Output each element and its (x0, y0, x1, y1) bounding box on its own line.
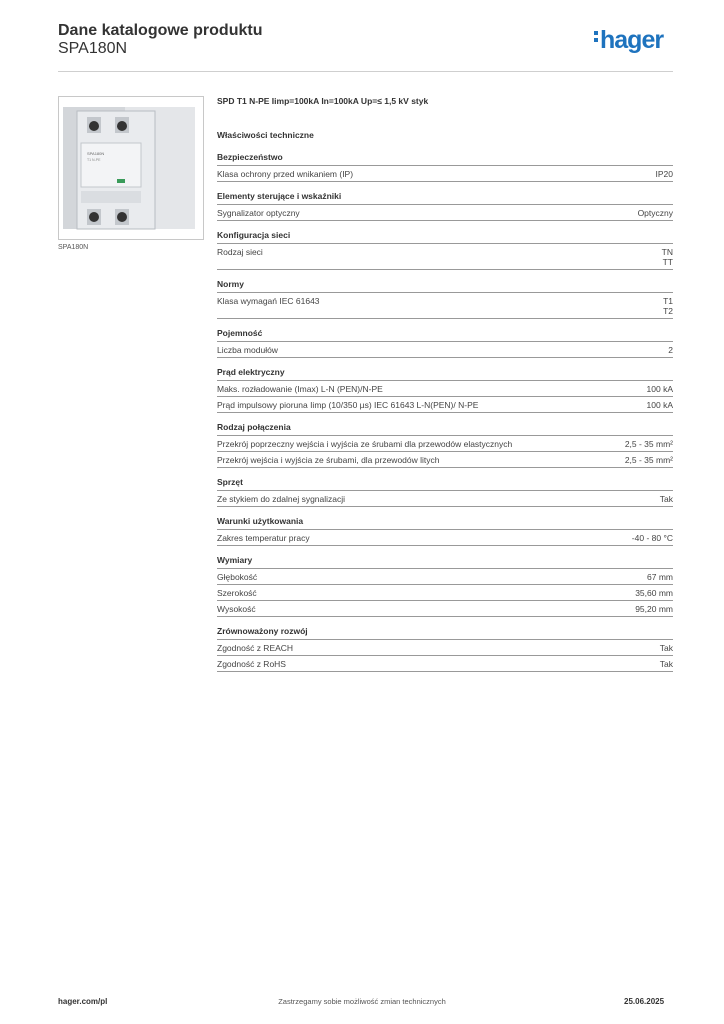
spec-label: Ze stykiem do zdalnej sygnalizacji (217, 494, 346, 504)
image-caption: SPA180N (58, 244, 89, 251)
spec-value (663, 296, 673, 316)
spec-row (217, 397, 673, 413)
spec-value (625, 439, 673, 449)
spec-label: Sygnalizator optyczny (217, 208, 300, 218)
product-code: SPA180N (58, 40, 128, 57)
section-heading: Rodzaj połączenia (217, 422, 673, 436)
header-divider (58, 71, 673, 72)
section-heading: Normy (217, 279, 673, 293)
spec-row (217, 205, 673, 221)
spec-value-line: 67 mm (647, 572, 673, 582)
spec-row (217, 530, 673, 546)
section-heading: Bezpieczeństwo (217, 152, 673, 166)
section-heading: Wymiary (217, 555, 673, 569)
spec-row (217, 452, 673, 468)
spec-row (217, 381, 673, 397)
spec-row (217, 601, 673, 617)
spec-row (217, 166, 673, 182)
spec-value-line: Tak (659, 494, 673, 504)
hager-logo: hager (594, 26, 663, 55)
spec-value (632, 533, 673, 543)
spec-label: Szerokość (217, 588, 257, 598)
section-heading: Zrównoważony rozwój (217, 626, 673, 640)
specs-content (217, 96, 673, 672)
spec-value-line: 100 kA (646, 400, 673, 410)
spec-value-line: Tak (659, 643, 673, 653)
spec-label: Wysokość (217, 604, 256, 614)
section-heading: Pojemność (217, 328, 673, 342)
spec-row (217, 491, 673, 507)
section-heading: Konfiguracja sieci (217, 230, 673, 244)
spec-value (668, 345, 673, 355)
spec-value-line: Tak (659, 659, 673, 669)
spec-value (647, 384, 673, 394)
footer-date: 25.06.2025 (624, 997, 665, 1006)
spec-row (217, 640, 673, 656)
spec-label: Zgodność z REACH (217, 643, 294, 653)
spec-value (660, 659, 673, 669)
spec-value-line: 35,60 mm (635, 588, 673, 598)
spec-value-line: 2,5 - 35 mm² (624, 439, 673, 449)
spec-value-line: IP20 (655, 169, 673, 179)
spec-row (217, 569, 673, 585)
spec-value (635, 604, 673, 614)
section-heading: Sprzęt (217, 477, 673, 491)
spec-value-line: -40 - 80 °C (631, 533, 673, 543)
spec-row (217, 585, 673, 601)
spec-label: Przekrój poprzeczny wejścia i wyjścia ze śrubami dla przewodów elastycznych (217, 439, 513, 449)
svg-text:SPA180N: SPA180N (87, 151, 105, 156)
spec-label: Głębokość (217, 572, 258, 582)
footer-disclaimer: Zastrzegamy sobie możliwość zmian technicznych (278, 997, 446, 1006)
spec-value (660, 643, 673, 653)
spec-sections (217, 152, 673, 672)
spec-label: Zgodność z RoHS (217, 659, 286, 669)
spec-value-line: 100 kA (646, 384, 673, 394)
spec-label: Przekrój wejścia i wyjścia ze śrubami, dla przewodów litych (217, 455, 440, 465)
spec-value (656, 169, 674, 179)
product-image (58, 96, 204, 240)
spec-value-line: 2,5 - 35 mm² (624, 455, 673, 465)
spec-label: Maks. rozładowanie (Imax) L-N (PEN)/N-PE (217, 384, 383, 394)
spec-label: Prąd impulsowy pioruna Iimp (10/350 µs) IEC 61643 L-N(PEN)/ N-PE (217, 400, 479, 410)
spec-value-line: T1 (663, 296, 673, 306)
section-heading: Warunki użytkowania (217, 516, 673, 530)
product-description: SPD T1 N-PE Iimp=100kA In=100kA Up=≤ 1,5 kV styk (217, 96, 429, 106)
spec-label: Rodzaj sieci (217, 247, 263, 257)
spec-row (217, 436, 673, 452)
spec-label: Klasa wymagań IEC 61643 (217, 296, 320, 306)
page-title: Dane katalogowe produktu (58, 22, 263, 39)
spec-label: Liczba modułów (217, 345, 278, 355)
spec-value (625, 455, 673, 465)
spec-value-line: Optyczny (637, 208, 673, 218)
section-heading: Elementy sterujące i wskaźniki (217, 191, 673, 205)
spec-row (217, 656, 673, 672)
spec-value-line: T2 (663, 306, 673, 316)
spec-value (638, 208, 673, 218)
spec-value-line: TN (661, 247, 673, 257)
footer-website: hager.com/pl (58, 997, 108, 1006)
spec-value (635, 588, 673, 598)
spec-value-line: 2 (668, 345, 673, 355)
svg-text:T1 N-PE: T1 N-PE (87, 158, 101, 162)
spec-row (217, 293, 673, 319)
technical-properties-heading: Właściwości techniczne (217, 130, 314, 140)
spec-label: Zakres temperatur pracy (217, 533, 310, 543)
section-heading: Prąd elektryczny (217, 367, 673, 381)
spec-value (647, 572, 673, 582)
spec-value-line: 95,20 mm (635, 604, 673, 614)
spec-row (217, 244, 673, 270)
spec-label: Klasa ochrony przed wnikaniem (IP) (217, 169, 354, 179)
spec-value (660, 494, 673, 504)
spec-value-line: TT (662, 257, 673, 267)
spec-value (662, 247, 673, 267)
spec-row (217, 342, 673, 358)
spec-value (647, 400, 673, 410)
